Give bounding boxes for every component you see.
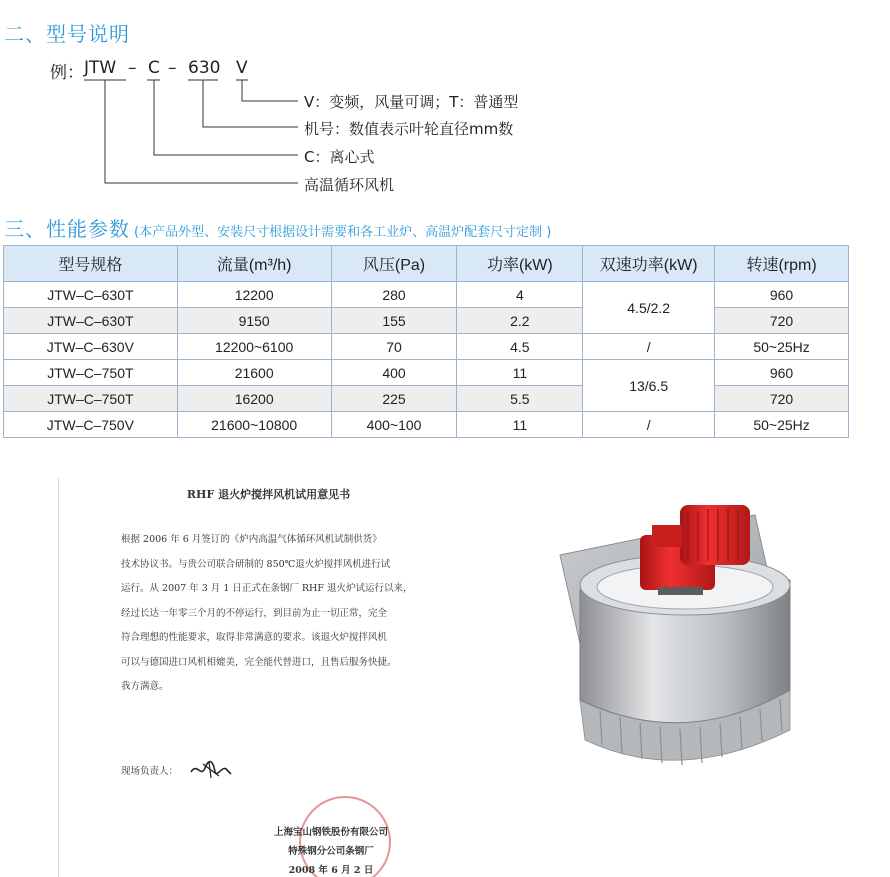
signature-scribble — [189, 758, 233, 780]
letter-line: 可以与德国进口风机相媲美，完全能代替进口，且售后服务快捷。 — [121, 656, 397, 668]
cell-flow: 12200 — [177, 282, 331, 308]
cell-model: JTW–C–750T — [4, 360, 178, 386]
cell-speed: 50~25Hz — [715, 334, 849, 360]
cell-power: 5.5 — [457, 386, 583, 412]
cell-speed: 960 — [715, 360, 849, 386]
header-pressure: 风压(Pa) — [331, 246, 457, 282]
letter-line: 技术协议书。与贵公司联合研制的 850℃退火炉搅拌风机进行试 — [121, 558, 391, 570]
letter-company — [274, 823, 388, 877]
cell-model: JTW–C–630V — [4, 334, 178, 360]
model-prefix: 例： — [50, 63, 84, 83]
trial-opinion-letter — [58, 478, 478, 877]
cell-power: 11 — [457, 412, 583, 438]
table-row — [4, 308, 849, 334]
letter-line: 运行。从 2007 年 3 月 1 日正式在条钢厂 RHF 退火炉试运行以来， — [121, 583, 413, 594]
table-row — [4, 334, 849, 360]
letter-signer-label: 现场负责人： — [121, 766, 179, 777]
cell-model: JTW–C–630T — [4, 308, 178, 334]
legend-variant: V：变频，风量可调；T：普通型 — [304, 93, 519, 111]
spec-table — [3, 245, 849, 438]
table-row — [4, 412, 849, 438]
legend-type: C：离心式 — [304, 148, 375, 166]
model-part-variant: V — [236, 58, 248, 78]
letter-date: 2008 年 6 月 2 日 — [288, 865, 374, 876]
cell-model: JTW–C–750V — [4, 412, 178, 438]
section3-note: (本产品外型、安装尺寸根据设计需要和各工业炉、高温炉配套尺寸定制 ) — [134, 225, 552, 240]
cell-flow: 9150 — [177, 308, 331, 334]
cell-dual-power: / — [583, 412, 715, 438]
model-part-series: JTW — [84, 58, 117, 78]
letter-title: RHF 退火炉搅拌风机试用意见书 — [186, 488, 351, 501]
cell-flow: 12200~6100 — [177, 334, 331, 360]
cell-speed: 720 — [715, 308, 849, 334]
cell-pressure: 155 — [331, 308, 457, 334]
letter-body — [121, 528, 411, 700]
letter-line: 我方满意。 — [121, 681, 169, 692]
cell-model: JTW–C–630T — [4, 282, 178, 308]
cell-speed: 720 — [715, 386, 849, 412]
model-part-dash1: – — [128, 58, 137, 78]
legend-series: 高温循环风机 — [304, 176, 395, 194]
cell-power: 4 — [457, 282, 583, 308]
cell-flow: 21600~10800 — [177, 412, 331, 438]
company-name: 上海宝山钢铁股份有限公司 — [274, 827, 389, 838]
model-part-size: 630 — [188, 58, 221, 78]
letter-line: 经过长达一年零三个月的不停运行，到目前为止一切正常，完全 — [121, 607, 388, 619]
cell-speed: 50~25Hz — [715, 412, 849, 438]
header-power: 功率(kW) — [457, 246, 583, 282]
cell-dual-power: 4.5/2.2 — [583, 282, 715, 334]
cell-power: 4.5 — [457, 334, 583, 360]
table-row — [4, 386, 849, 412]
cell-power: 2.2 — [457, 308, 583, 334]
cell-flow: 16200 — [177, 386, 331, 412]
header-dual-power: 双速功率(kW) — [583, 246, 715, 282]
company-branch: 特殊钢分公司条钢厂 — [288, 846, 374, 857]
section3-title — [4, 213, 551, 242]
cell-dual-power: / — [583, 334, 715, 360]
header-speed: 转速(rpm) — [715, 246, 849, 282]
cell-model: JTW–C–750T — [4, 386, 178, 412]
cell-pressure: 400~100 — [331, 412, 457, 438]
cell-pressure: 225 — [331, 386, 457, 412]
model-part-dash2: – — [168, 58, 177, 78]
header-flow: 流量(m³/h) — [177, 246, 331, 282]
table-header-row — [4, 246, 849, 282]
cell-pressure: 70 — [331, 334, 457, 360]
cell-speed: 960 — [715, 282, 849, 308]
cell-dual-power: 13/6.5 — [583, 360, 715, 412]
letter-line: 符合理想的性能要求，取得非常满意的要求。该退火炉搅拌风机 — [121, 632, 388, 643]
fan-product-image — [540, 495, 830, 785]
section3-heading: 三、性能参数 — [4, 217, 130, 241]
cell-flow: 21600 — [177, 360, 331, 386]
cell-power: 11 — [457, 360, 583, 386]
table-row — [4, 360, 849, 386]
header-model: 型号规格 — [4, 246, 178, 282]
letter-line: 根据 2006 年 6 月签订的《炉内高温气体循环风机试制供货》 — [121, 534, 382, 545]
cell-pressure: 280 — [331, 282, 457, 308]
table-row — [4, 282, 849, 308]
section2-title: 二、型号说明 — [4, 22, 130, 46]
cell-pressure: 400 — [331, 360, 457, 386]
legend-size: 机号：数值表示叶轮直径mm数 — [304, 120, 514, 138]
model-part-type: C — [148, 58, 160, 78]
